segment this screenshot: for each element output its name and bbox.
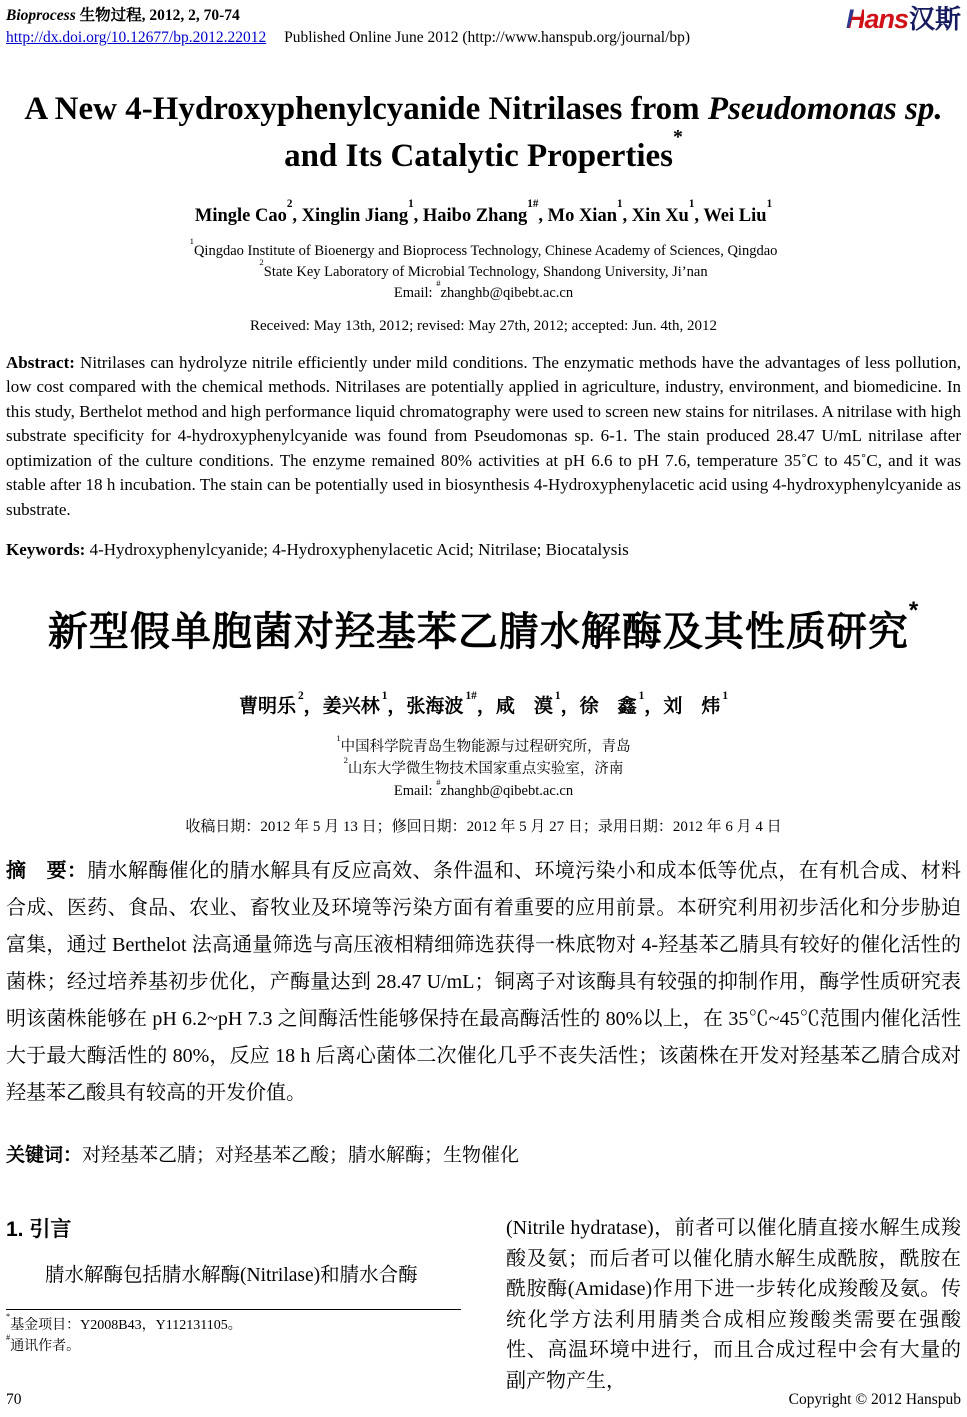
hans-logo-en — [846, 4, 908, 34]
affiliation-line-cn — [6, 754, 961, 780]
footnote-marker: * — [6, 1311, 11, 1321]
affiliations-cn — [6, 732, 961, 802]
keywords-cn-text: 对羟基苯乙腈；对羟基苯乙酸；腈水解酶；生物催化 — [82, 1145, 520, 1167]
doi-link[interactable]: http://dx.doi.org/10.12677/bp.2012.22012 — [6, 29, 267, 46]
email-address: zhanghb@qibebt.ac.cn — [440, 284, 574, 301]
author-cn — [322, 689, 407, 718]
author-cn — [406, 689, 496, 718]
author-cn — [495, 689, 580, 718]
hans-logo-cn: 汉斯 — [908, 4, 961, 34]
author-name: 张海波 — [406, 696, 464, 718]
affiliation-sup: 1 — [336, 732, 341, 743]
section-intro — [6, 1213, 961, 1396]
author-sep: , — [622, 205, 632, 226]
author-name: Mingle Cao — [194, 205, 287, 226]
abstract-text-1: Nitrilases can hydrolyze nitrile efficiently under mild conditions. The enzymatic methods have the advantages of less pollution, low cost compared with the chemical methods. Nitrilases are potentially applied in agriculture, industry, environment, and biomedicine. In this study, Berthelot method and high performance liquid chromatography were used to screen new stains for nitrilases. A nitrilase with high substrate specificity for 4-hydroxyphenylcyanide was found from — [6, 352, 961, 446]
author-name: Haibo Zhang — [422, 205, 528, 226]
abstract-cn-text: 腈水解酶催化的腈水解具有反应高效、条件温和、环境污染小和成本低等优点，在有机合成、材料合成、医药、食品、农业、畜牧业及环境等污染方面有着重要的应用前景。本研究利用初步活化和分步胁迫富集，通过 Berthelot 法高通量筛选与高压液相精细筛选获得一株底物对 4-羟基苯乙腈具有较好的催化活性的菌株；经过培养基初步优化，产酶量达到 28.47 U/mL；铜离子对该酶具有较强的抑制作用，酶学性质研究表明该菌株能够在 pH 6.2~pH 7.3 之间酶活性能够保持在最高酶活性的 80%以上，在 35℃~45℃范围内催化活性大于最大酶活性的 80%，反应 18 h 后离心菌体二次催化几乎不丧失活性；该菌株在开发对羟基苯乙腈合成对羟基苯乙酸具有较高的开发价值。 — [6, 860, 962, 1105]
affiliation-sup: 2 — [343, 754, 348, 765]
abstract-en — [6, 351, 961, 523]
email-sup: # — [436, 776, 441, 787]
journal-issue-info: 生物过程, 2012, 2, 70-74 — [79, 7, 240, 24]
author-sep: , — [694, 205, 704, 226]
affiliation-line — [6, 257, 961, 283]
affiliation-text: State Key Laboratory of Microbial Technology, Shandong University, Ji’nan — [263, 263, 708, 280]
received-line: Received: May 13th, 2012; revised: May 27th, 2012; accepted: Jun. 4th, 2012 — [250, 317, 717, 334]
affiliation-sup: 1 — [189, 236, 194, 247]
author-name: 姜兴林 — [322, 696, 380, 718]
footnote-text: 基金项目：Y2008B43，Y112131105。 — [10, 1318, 242, 1334]
published-info: Published Online June 2012 (http://www.hanspub.org/journal/bp) — [284, 29, 691, 46]
author-name: Mo Xian — [547, 205, 617, 226]
author-sep: ， — [644, 696, 664, 718]
email-line — [6, 278, 961, 304]
section-heading: 1. 引言 — [6, 1218, 72, 1242]
author-sep: ， — [387, 696, 407, 718]
author-en — [194, 198, 302, 226]
abstract-text-2: 6-1. The stain produced 28.47 U/mL nitrilase after optimization of the culture conditions. The enzyme remained 80% activities at pH 6.6 to pH 7.6, temperature 35˚C to 45˚C, and it was stable after 18 h incubation. The stain can be potentially used in biosynthesis 4-Hydroxyphenylacetic acid using 4-hydroxyphenylcyanide as substrate. — [6, 426, 961, 519]
author-cn — [238, 689, 323, 718]
paper-title-cn — [6, 596, 961, 657]
affiliation-sup: 2 — [259, 257, 264, 268]
dates-line-cn: 收稿日期：2012 年 5 月 13 日；修回日期：2012 年 5 月 27 日；录用日期：2012 年 6 月 4 日 — [185, 819, 782, 836]
author-sup: 2 — [286, 198, 293, 211]
abstract-label: Abstract: — [6, 352, 75, 372]
authors-en — [6, 198, 961, 227]
email-label: Email: — [393, 284, 437, 301]
authors-cn — [6, 691, 961, 718]
hans-logo-h: H — [845, 4, 865, 34]
publisher-logo — [846, 6, 961, 37]
author-cn — [663, 689, 729, 718]
hans-logo-ans: ans — [864, 4, 908, 34]
author-sup: 2 — [297, 689, 304, 702]
keywords-en — [6, 540, 961, 560]
author-sep: , — [292, 205, 302, 226]
author-en — [301, 198, 423, 226]
abstract-species-italic: Pseudomonas sp. — [474, 426, 594, 446]
abstract-cn-label: 摘 要： — [6, 860, 88, 883]
author-sep: ， — [303, 696, 323, 718]
author-name: Wei Liu — [703, 205, 767, 226]
column-right — [506, 1213, 961, 1396]
doi-line — [6, 28, 690, 48]
email-label: Email: — [393, 783, 437, 800]
journal-name: Bioprocess — [6, 7, 76, 24]
keywords-text: 4-Hydroxyphenylcyanide; 4-Hydroxyphenylacetic Acid; Nitrilase; Biocatalysis — [85, 540, 629, 560]
title-footnote-marker: * — [673, 125, 683, 148]
copyright-text: Copyright © 2012 Hanspub — [788, 1391, 961, 1408]
abstract-cn — [6, 853, 961, 1112]
email-line-cn — [6, 776, 961, 802]
affiliation-text: 中国科学院青岛生物能源与过程研究所，青岛 — [340, 739, 631, 756]
journal-header-left — [6, 6, 690, 48]
intro-paragraph-right: (Nitrile hydratase)，前者可以催化腈直接水解生成羧酸及氨；而后者可以催化腈水解生成酰胺，酰胺在酰胺酶(Amidase)作用下进一步转化成羧酸及氨。传统化学方法利用腈类合成相应羧酸类需要在强酸性、高温环境中进行，而且合成过程中会有大量的副产物产生， — [506, 1217, 961, 1392]
footnote-corresponding — [6, 1332, 461, 1357]
footnote-text: 通讯作者。 — [10, 1339, 81, 1355]
journal-header — [6, 6, 961, 48]
author-sep: ， — [476, 696, 496, 718]
author-sep: , — [538, 205, 548, 226]
journal-title-line — [6, 6, 690, 26]
author-sup: 1 — [722, 689, 729, 702]
title-part2: and Its Catalytic Properties — [284, 137, 674, 174]
author-sup: 1 — [554, 689, 561, 702]
author-name: 徐 鑫 — [579, 696, 637, 718]
affiliation-line — [6, 236, 961, 262]
email-sup: # — [436, 278, 441, 289]
affiliations-en — [6, 236, 961, 304]
author-en — [631, 198, 704, 226]
title-species-italic: Pseudomonas sp. — [707, 91, 943, 127]
intro-paragraph-left: 腈水解酶包括腈水解酶(Nitrilase)和腈水合酶 — [45, 1265, 418, 1287]
author-name: 曹明乐 — [238, 696, 296, 718]
title-cn-text: 新型假单胞菌对羟基苯乙腈水解酶及其性质研究 — [47, 610, 909, 655]
author-cn — [579, 689, 664, 718]
author-sup: 1 — [381, 689, 388, 702]
author-name: Xin Xu — [631, 205, 689, 226]
author-sup: 1 — [638, 689, 645, 702]
author-sup: 1 — [688, 198, 695, 211]
author-name: 刘 炜 — [663, 696, 721, 718]
author-sup: 1 — [616, 198, 623, 211]
author-en — [422, 198, 548, 226]
author-sep: , — [413, 205, 423, 226]
author-sup: 1# — [465, 689, 477, 702]
affiliation-text: 山东大学微生物技术国家重点实验室，济南 — [347, 761, 624, 778]
keywords-label: Keywords: — [6, 540, 86, 560]
footnote-marker: # — [6, 1332, 11, 1342]
author-sup: 1 — [408, 198, 414, 211]
author-name: 咸 漠 — [495, 696, 553, 718]
author-sup: 1# — [527, 198, 539, 211]
email-address: zhanghb@qibebt.ac.cn — [440, 783, 574, 800]
keywords-cn — [6, 1140, 961, 1167]
author-sep: ， — [560, 696, 580, 718]
keywords-cn-label: 关键词： — [6, 1145, 83, 1167]
affiliation-text: Qingdao Institute of Bioenergy and Bioprocess Technology, Chinese Academy of Sciences, Qingdao — [193, 242, 778, 259]
title-cn-footnote-marker: * — [908, 596, 920, 624]
author-sup: 1 — [766, 198, 773, 211]
column-left — [6, 1213, 461, 1396]
footnote-block — [6, 1309, 461, 1357]
paper-title-en — [6, 86, 961, 180]
page-number: 70 — [6, 1391, 22, 1408]
author-en — [703, 198, 773, 226]
affiliation-line-cn — [6, 732, 961, 758]
page-footer — [6, 1391, 961, 1409]
author-name: Xinglin Jiang — [301, 205, 409, 226]
title-part1: A New 4-Hydroxyphenylcyanide Nitrilases from — [24, 91, 708, 127]
author-en — [547, 198, 632, 226]
footnote-fund — [6, 1311, 461, 1336]
